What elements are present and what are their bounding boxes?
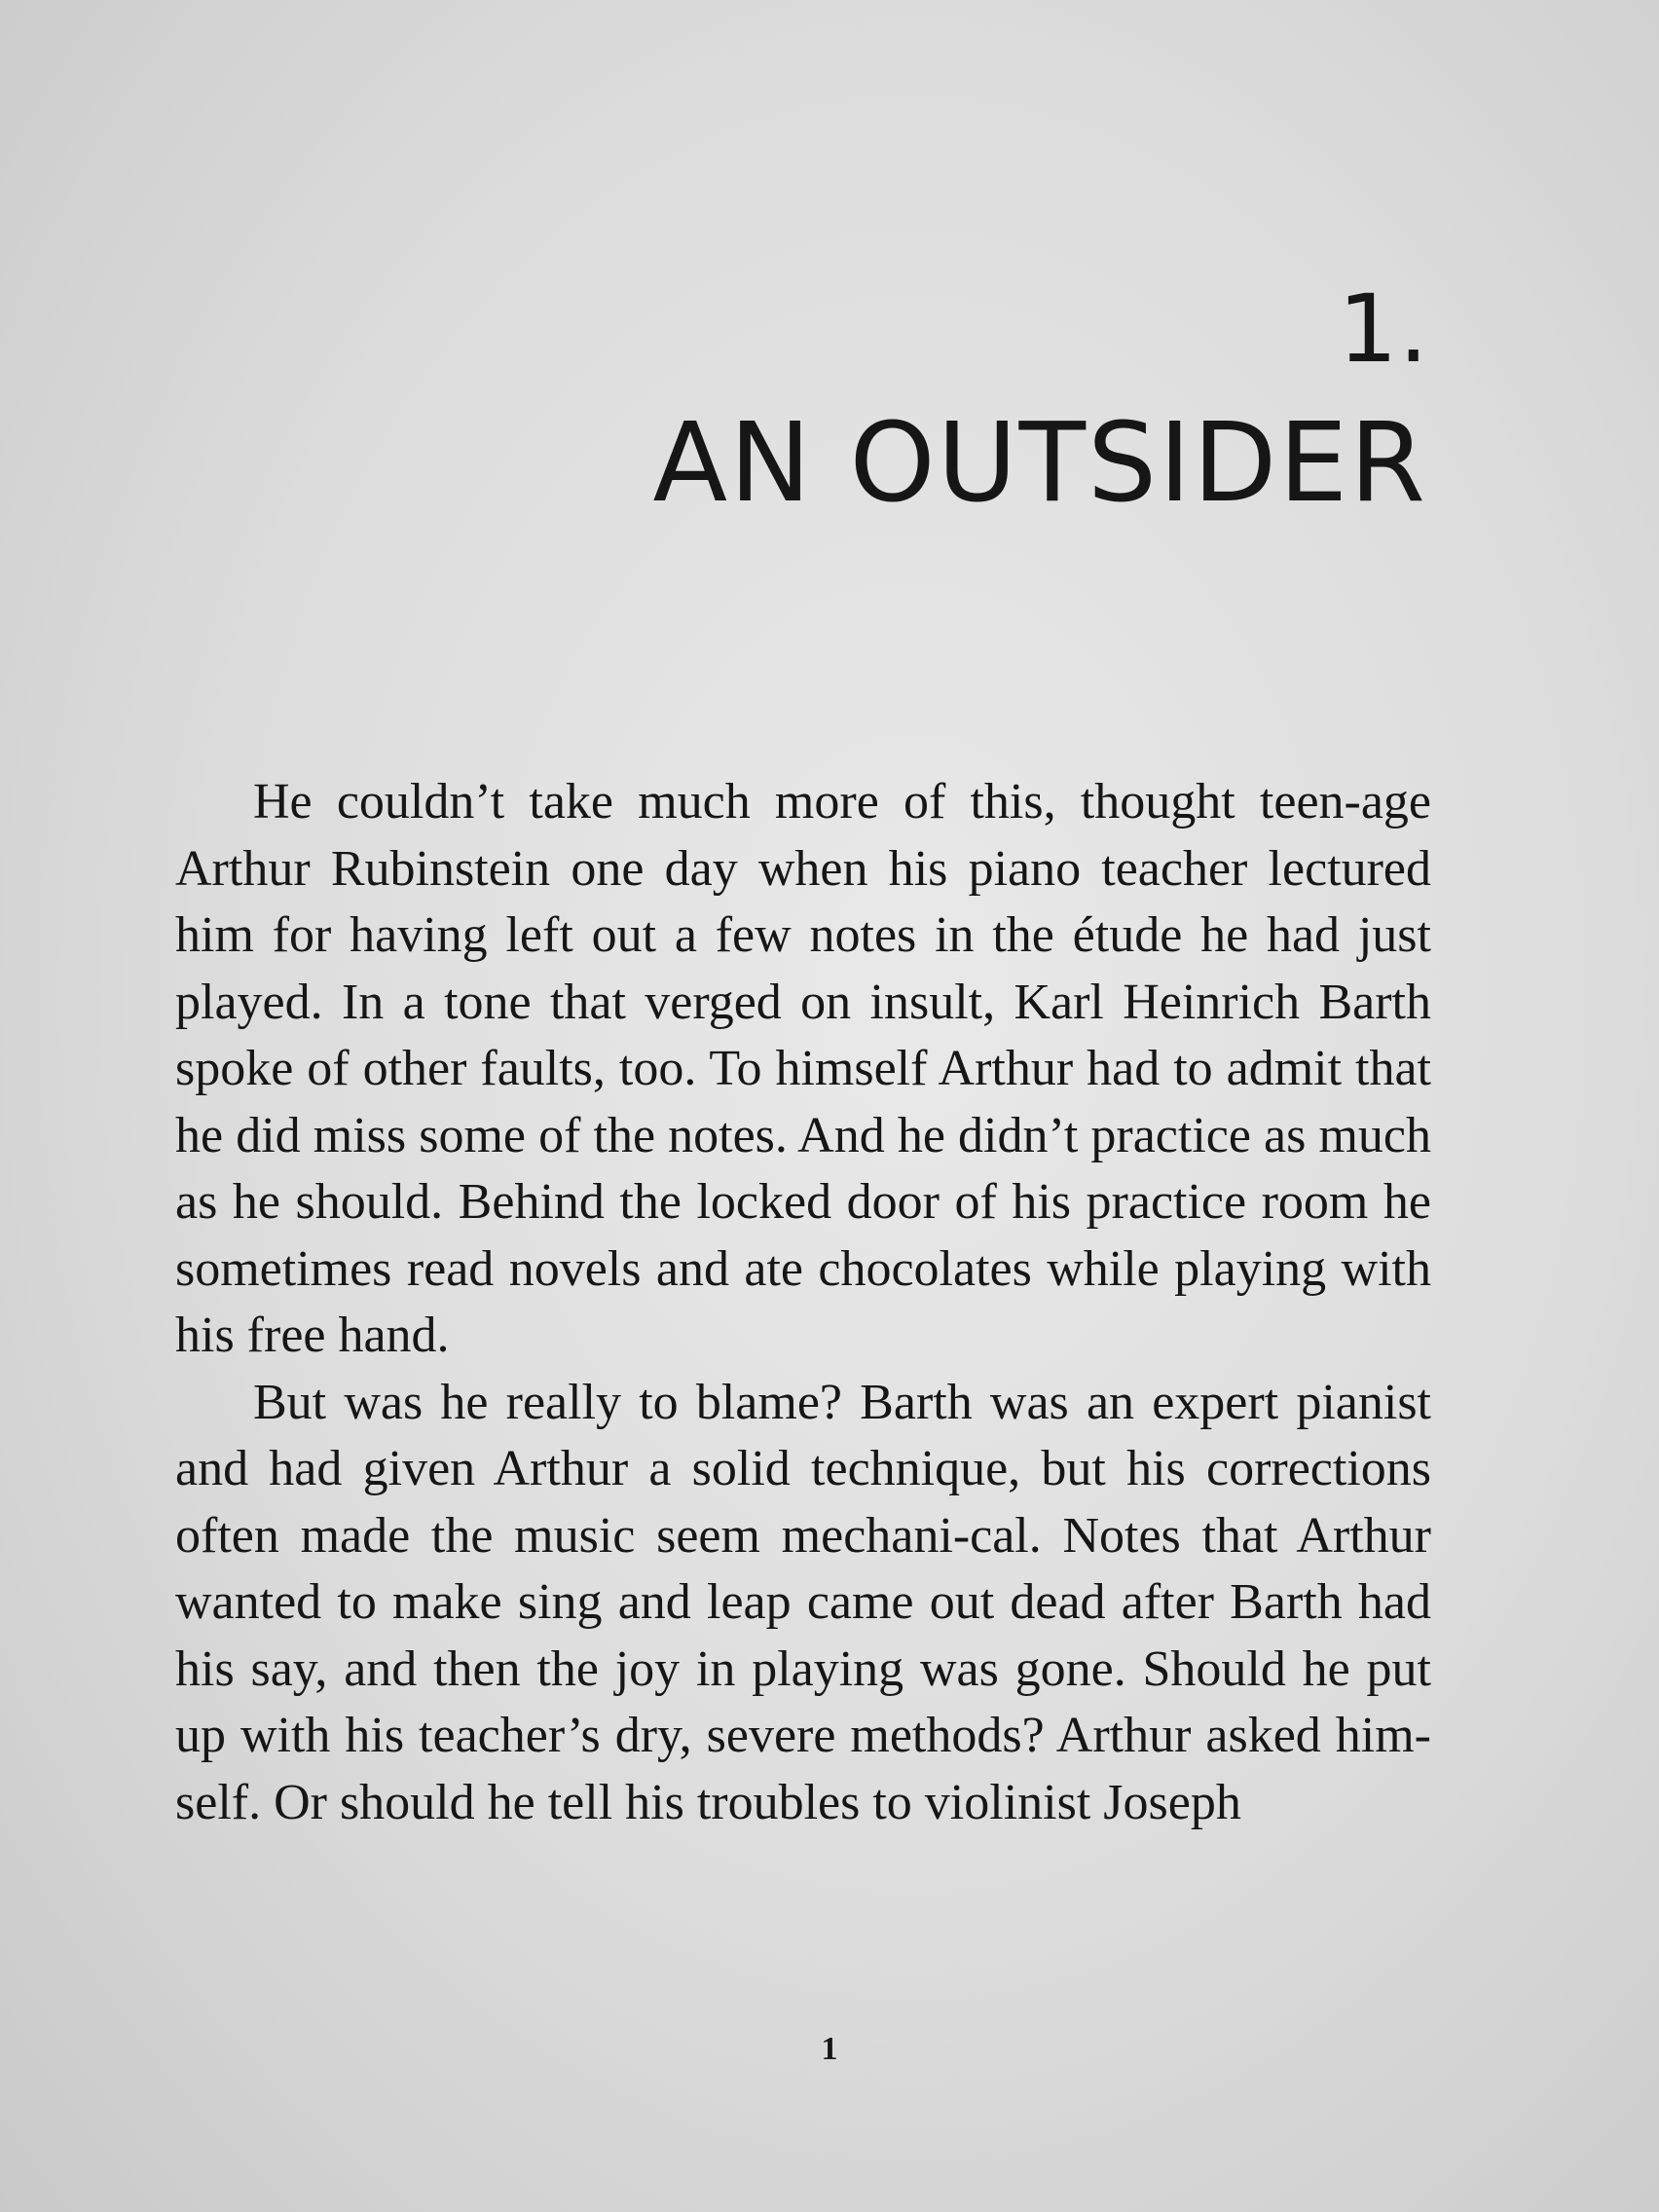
chapter-number: 1. <box>1338 275 1429 384</box>
body-text <box>175 769 1431 1836</box>
chapter-title: AN OUTSIDER <box>652 400 1427 527</box>
page-number: 1 <box>821 2031 838 2067</box>
paragraph: He couldn’t take much more of this, thought teen-age Arthur Rubinstein one day when his piano teacher lectured him for having left out a few notes in the étude he had just played. In a tone that verged on insult, Karl Heinrich Barth spoke of other faults, too. To himself Arthur had to admit that he did miss some of the notes. And he didn’t practice as much as he should. Behind the locked door of his practice room he sometimes read novels and ate chocolates while playing with his free hand. <box>175 774 1431 1363</box>
paragraph: But was he really to blame? Barth was an expert pianist and had given Arthur a solid technique, but his corrections often made the music seem mechani-cal. Notes that Arthur wanted to make sing and leap came out dead after Barth had his say, and then the joy in playing was gone. Should he put up with his teacher’s dry, severe methods? Arthur asked him-self. Or should he tell his troubles to violinist Joseph <box>175 1374 1431 1830</box>
